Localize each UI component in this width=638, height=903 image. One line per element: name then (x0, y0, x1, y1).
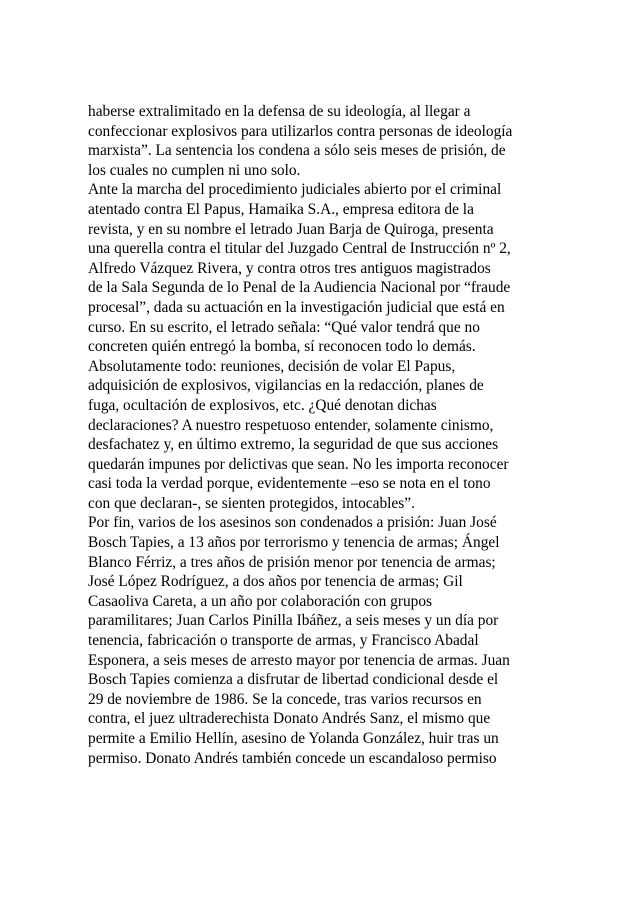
text-line: permite a Emilio Hellín, asesino de Yolanda González, huir tras un (88, 730, 499, 747)
text-line: contra, el juez ultraderechista Donato Andrés Sanz, el mismo que (88, 710, 491, 728)
text-line: concreten quién entregó la bomba, sí reconocen todo lo demás. (88, 338, 476, 356)
text-line: Absolutamente todo: reuniones, decisión de volar El Papus, (88, 357, 456, 375)
text-line: adquisición de explosivos, vigilancias en la redacción, planes de (88, 377, 484, 395)
text-line: 29 de noviembre de 1986. Se la concede, tras varios recursos en (88, 690, 482, 708)
text-line: procesal”, dada su actuación en la investigación judicial que está en (88, 298, 505, 316)
text-line: atentado contra El Papus, Hamaika S.A., empresa editora de la (88, 200, 474, 218)
text-line: quedarán impunes por delictivas que sean. No les importa reconocer (88, 455, 509, 473)
text-line: Alfredo Vázquez Rivera, y contra otros tres antiguos magistrados (88, 259, 491, 277)
text-line: Blanco Férriz, a tres años de prisión menor por tenencia de armas; (88, 553, 496, 571)
text-line: los cuales no cumplen ni uno solo. (88, 161, 301, 179)
text-line: paramilitares; Juan Carlos Pinilla Ibáñez, a seis meses y un día por (88, 612, 499, 630)
text-line: tenencia, fabricación o transporte de armas, y Francisco Abadal (88, 632, 479, 650)
text-line: Casaoliva Careta, a un año por colaboración con grupos (88, 592, 433, 610)
text-line: haberse extralimitado en la defensa de su ideología, al llegar a (88, 103, 471, 120)
text-line: Bosch Tapies comienza a disfrutar de libertad condicional desde el (88, 671, 499, 689)
text-line: Por fin, varios de los asesinos son condenados a prisión: Juan José (88, 514, 497, 532)
text-line: con que declaran-, se sienten protegidos, intocables”. (88, 494, 415, 512)
text-line: Ante la marcha del procedimiento judiciales abierto por el criminal (88, 181, 502, 199)
text-line: Esponera, a seis meses de arresto mayor por tenencia de armas. Juan (88, 651, 510, 669)
text-line: José López Rodríguez, a dos años por tenencia de armas; Gil (88, 573, 463, 591)
text-line: permiso. Donato Andrés también concede un escandaloso permiso (88, 749, 497, 767)
text-line: de la Sala Segunda de lo Penal de la Audiencia Nacional por “fraude (88, 279, 511, 297)
text-line: revista, y en su nombre el letrado Juan Barja de Quiroga, presenta (88, 220, 494, 238)
text-line: Bosch Tapies, a 13 años por terrorismo y tenencia de armas; Ángel (88, 534, 500, 552)
text-line: declaraciones? A nuestro respetuoso entender, solamente cinismo, (88, 416, 494, 434)
text-line: desfachatez y, en último extremo, la seguridad de que sus acciones (88, 436, 499, 454)
text-line: confeccionar explosivos para utilizarlos contra personas de ideología (88, 122, 513, 140)
text-line: casi toda la verdad porque, evidentemente –eso se nota en el tono (88, 475, 491, 493)
text-line: fuga, ocultación de explosivos, etc. ¿Qué denotan dichas (88, 396, 437, 414)
text-line: marxista”. La sentencia los condena a sólo seis meses de prisión, de (88, 142, 506, 160)
body-text (88, 102, 558, 768)
text-line: una querella contra el titular del Juzgado Central de Instrucción nº 2, (88, 240, 511, 258)
text-line: curso. En su escrito, el letrado señala: “Qué valor tendrá que no (88, 318, 480, 336)
